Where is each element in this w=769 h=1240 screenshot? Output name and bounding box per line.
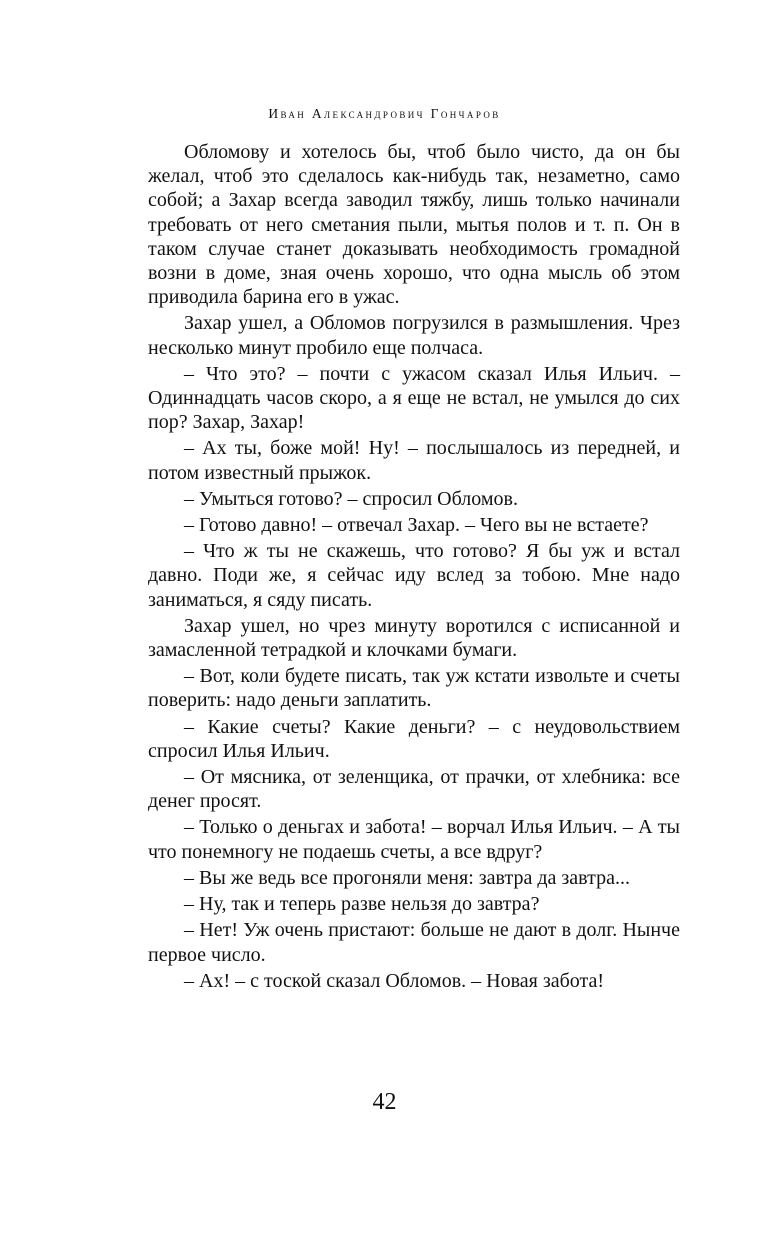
paragraph: Захар ушел, а Обломов погрузился в размышления. Чрез несколько минут пробило еще полчаса. bbox=[148, 312, 680, 359]
paragraph: – Какие счеты? Какие деньги? – с неудовольствием спросил Илья Ильич. bbox=[148, 715, 680, 762]
paragraph: – Вот, коли будете писать, так уж кстати извольте и счеты поверить: надо деньги заплатить. bbox=[148, 665, 680, 712]
paragraph: Обломову и хотелось бы, чтоб было чисто, да он бы желал, чтоб это сделалось как-нибудь так, незаметно, само собой; а Захар всегда заводил тяжбу, лишь только начинали требовать от него сметания пыли, мытья полов и т. п. Он в таком случае станет доказывать необходимость громадной возни в доме, зная очень хорошо, что одна мысль об этом приводила барина его в ужас. bbox=[148, 141, 680, 309]
paragraph: – Вы же ведь все прогоняли меня: завтра да завтра... bbox=[184, 866, 630, 889]
paragraph: Захар ушел, но чрез минуту воротился с исписанной и замасленной тетрадкой и клочками бумаги. bbox=[148, 614, 680, 662]
paragraph: – Умыться готово? – спросил Обломов. bbox=[184, 487, 518, 510]
paragraph: – Готово давно! – отвечал Захар. – Чего вы не встаете? bbox=[184, 514, 649, 537]
paragraph: – Ну, так и теперь разве нельзя до завтра? bbox=[184, 893, 540, 916]
paragraph: – Ах! – с тоской сказал Обломов. – Новая забота! bbox=[184, 969, 605, 992]
paragraph: – Только о деньгах и забота! – ворчал Илья Ильич. – А ты что понемногу не подаешь счеты, а все вдруг? bbox=[148, 816, 680, 863]
paragraph: – Что это? – почти с ужасом сказал Илья Ильич. – Одиннадцать часов скоро, а я еще не встал, не умылся до сих пор? Захар, Захар! bbox=[148, 362, 680, 434]
paragraph: – Нет! Уж очень пристают: больше не дают в долг. Нынче первое число. bbox=[148, 919, 680, 966]
paragraph: – От мясника, от зеленщика, от прачки, от хлебника: все денег просят. bbox=[148, 766, 680, 813]
text-body bbox=[148, 140, 680, 995]
paragraph: – Что ж ты не скажешь, что готово? Я бы уж и встал давно. Поди же, я сейчас иду вслед за тобою. Мне надо заниматься, я сяду писать. bbox=[148, 540, 680, 611]
running-head: Иван Александрович Гончаров bbox=[268, 106, 501, 121]
paragraph: – Ах ты, боже мой! Ну! – послышалось из передней, и потом известный прыжок. bbox=[148, 437, 680, 484]
page-number: 42 bbox=[372, 1089, 397, 1115]
